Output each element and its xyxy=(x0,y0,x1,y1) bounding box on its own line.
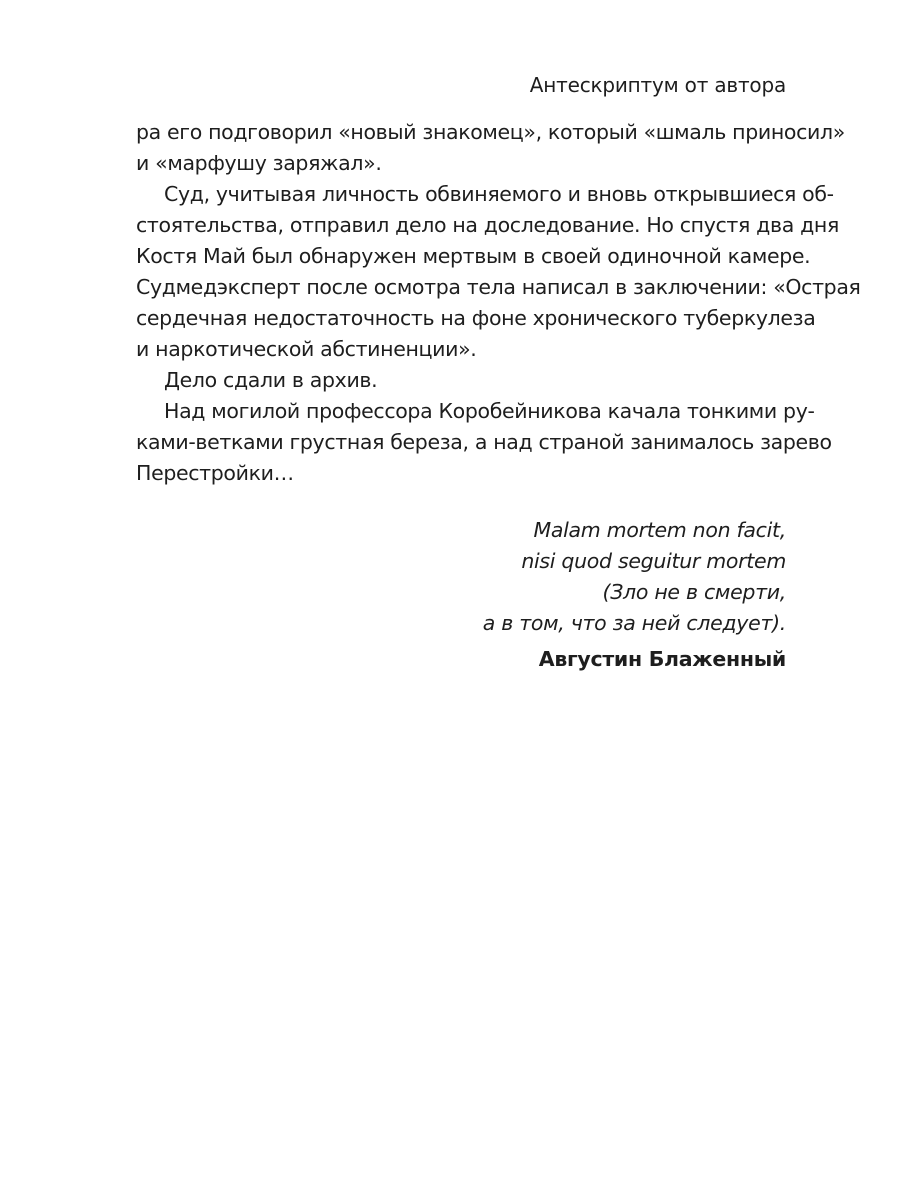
epigraph-author: Августин Блаженный xyxy=(538,647,786,671)
paragraph-2-line-5: сердечная недостаточность на фоне хронического туберкулеза xyxy=(136,306,816,330)
epigraph-line-1: Malam mortem non facit, xyxy=(533,518,786,542)
epigraph-line-3: (Зло не в смерти, xyxy=(602,580,786,604)
paragraph-4-line-2: ками-ветками грустная береза, а над страной занималось зарево xyxy=(136,430,832,454)
paragraph-2-line-3: Костя Май был обнаружен мертвым в своей одиночной камере. xyxy=(136,244,811,268)
paragraph-3-line-1: Дело сдали в архив. xyxy=(164,368,378,392)
paragraph-2-line-4: Судмедэксперт после осмотра тела написал в заключении: «Острая xyxy=(136,275,861,299)
epigraph-line-4: а в том, что за ней следует). xyxy=(482,611,786,635)
running-head: Антескриптум от автора xyxy=(529,73,786,97)
epigraph-line-2: nisi quod seguitur mortem xyxy=(521,549,786,573)
paragraph-4-line-3: Перестройки… xyxy=(136,461,294,485)
paragraph-1-line-2: и «марфушу заряжал». xyxy=(136,151,382,175)
paragraph-4-line-1: Над могилой профессора Коробейникова качала тонкими ру- xyxy=(164,399,815,423)
paragraph-2-line-2: стоятельства, отправил дело на доследование. Но спустя два дня xyxy=(136,213,839,237)
paragraph-2-line-6: и наркотической абстиненции». xyxy=(136,337,477,361)
paragraph-1-line-1: ра его подговорил «новый знакомец», который «шмаль приносил» xyxy=(136,120,845,144)
paragraph-2-line-1: Суд, учитывая личность обвиняемого и вновь открывшиеся об- xyxy=(164,182,834,206)
